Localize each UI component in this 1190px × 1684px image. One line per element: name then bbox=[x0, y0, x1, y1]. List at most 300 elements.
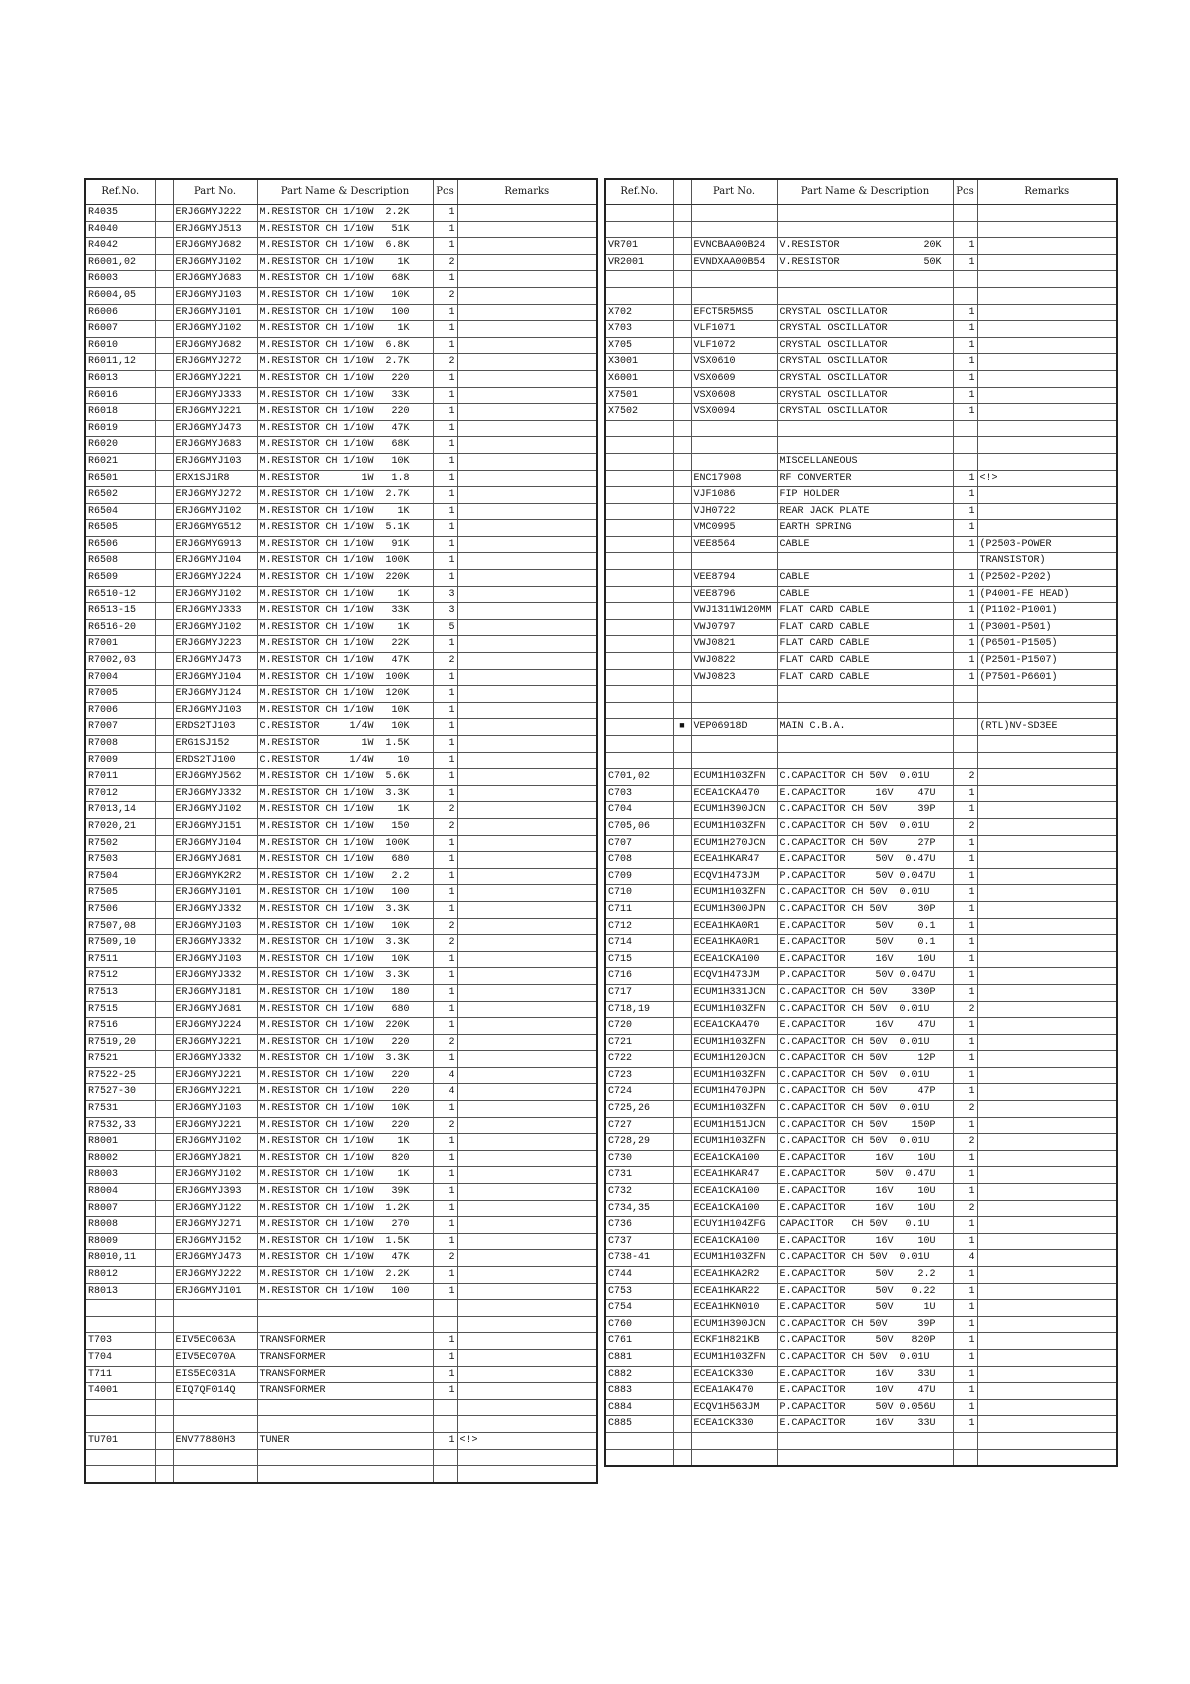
description-cell: CRYSTAL OSCILLATOR bbox=[777, 370, 953, 387]
description-cell: E.CAPACITOR 16V 10U bbox=[777, 951, 953, 968]
description-cell: M.RESISTOR CH 1/10W 100K bbox=[257, 669, 433, 686]
description-cell: CRYSTAL OSCILLATOR bbox=[777, 321, 953, 338]
mark-cell bbox=[155, 835, 173, 852]
part-no-cell: ERJ6GMYJ332 bbox=[173, 901, 257, 918]
mark-cell bbox=[673, 553, 691, 570]
mark-cell bbox=[673, 1150, 691, 1167]
remarks-cell: (P7501-P6601) bbox=[977, 669, 1117, 686]
ref-no-cell bbox=[605, 520, 673, 537]
description-cell: CRYSTAL OSCILLATOR bbox=[777, 404, 953, 421]
remarks-cell bbox=[977, 1399, 1117, 1416]
description-cell: M.RESISTOR CH 1/10W 68K bbox=[257, 437, 433, 454]
ref-no-cell: R7011 bbox=[85, 769, 155, 786]
ref-no-cell: R6019 bbox=[85, 420, 155, 437]
part-no-cell: VLF1072 bbox=[691, 337, 777, 354]
remarks-cell bbox=[457, 238, 597, 255]
description-cell bbox=[777, 287, 953, 304]
description-cell: CRYSTAL OSCILLATOR bbox=[777, 354, 953, 371]
table-row bbox=[85, 802, 597, 819]
mark-cell bbox=[155, 702, 173, 719]
mark-cell bbox=[673, 503, 691, 520]
header-ref-no: Ref.No. bbox=[85, 179, 155, 205]
table-row bbox=[85, 653, 597, 670]
table-row bbox=[605, 818, 1117, 835]
description-cell: M.RESISTOR CH 1/10W 150 bbox=[257, 818, 433, 835]
part-no-cell: ECUM1H331JCN bbox=[691, 984, 777, 1001]
ref-no-cell bbox=[605, 470, 673, 487]
description-cell: E.CAPACITOR 16V 33U bbox=[777, 1366, 953, 1383]
remarks-cell: (P1102-P1001) bbox=[977, 603, 1117, 620]
pcs-cell: 1 bbox=[433, 1184, 457, 1201]
remarks-cell: (P4001-FE HEAD) bbox=[977, 586, 1117, 603]
mark-cell bbox=[155, 1184, 173, 1201]
remarks-cell bbox=[977, 221, 1117, 238]
mark-cell bbox=[155, 785, 173, 802]
table-row bbox=[85, 719, 597, 736]
pcs-cell: 1 bbox=[433, 752, 457, 769]
pcs-cell bbox=[953, 271, 977, 288]
pcs-cell: 1 bbox=[953, 951, 977, 968]
remarks-cell bbox=[977, 271, 1117, 288]
pcs-cell: 1 bbox=[953, 885, 977, 902]
ref-no-cell: C709 bbox=[605, 868, 673, 885]
description-cell: RF CONVERTER bbox=[777, 470, 953, 487]
description-cell: E.CAPACITOR 50V 2.2 bbox=[777, 1267, 953, 1284]
ref-no-cell: R6006 bbox=[85, 304, 155, 321]
mark-cell bbox=[155, 1383, 173, 1400]
description-cell bbox=[777, 420, 953, 437]
pcs-cell: 1 bbox=[433, 636, 457, 653]
part-no-cell: ERJ6GMYJ562 bbox=[173, 769, 257, 786]
ref-no-cell: R7504 bbox=[85, 868, 155, 885]
table-row bbox=[85, 1416, 597, 1433]
description-cell: TRANSFORMER bbox=[257, 1383, 433, 1400]
remarks-cell bbox=[977, 1250, 1117, 1267]
header-description: Part Name & Description bbox=[777, 179, 953, 205]
pcs-cell: 1 bbox=[433, 387, 457, 404]
table-row bbox=[605, 1134, 1117, 1151]
table-row bbox=[605, 1333, 1117, 1350]
part-no-cell: ECQV1H473JM bbox=[691, 868, 777, 885]
description-cell bbox=[257, 1399, 433, 1416]
ref-no-cell: R7020,21 bbox=[85, 818, 155, 835]
ref-no-cell: C703 bbox=[605, 785, 673, 802]
part-no-cell: VSX0608 bbox=[691, 387, 777, 404]
mark-cell bbox=[155, 1134, 173, 1151]
mark-cell bbox=[155, 287, 173, 304]
remarks-cell bbox=[977, 885, 1117, 902]
mark-cell bbox=[155, 503, 173, 520]
pcs-cell: 1 bbox=[953, 1283, 977, 1300]
part-no-cell: VEE8794 bbox=[691, 570, 777, 587]
description-cell bbox=[777, 1449, 953, 1466]
table-row bbox=[85, 984, 597, 1001]
part-no-cell: ERJ6GMYJ181 bbox=[173, 984, 257, 1001]
table-row bbox=[605, 636, 1117, 653]
description-cell: M.RESISTOR CH 1/10W 220K bbox=[257, 1018, 433, 1035]
pcs-cell: 1 bbox=[433, 1267, 457, 1284]
pcs-cell: 1 bbox=[953, 1150, 977, 1167]
ref-no-cell: R7002,03 bbox=[85, 653, 155, 670]
description-cell: CABLE bbox=[777, 536, 953, 553]
remarks-cell bbox=[457, 254, 597, 271]
pcs-cell: 1 bbox=[953, 1167, 977, 1184]
pcs-cell: 1 bbox=[953, 669, 977, 686]
remarks-cell bbox=[457, 968, 597, 985]
remarks-cell bbox=[457, 453, 597, 470]
header-pcs: Pcs bbox=[953, 179, 977, 205]
remarks-cell bbox=[977, 752, 1117, 769]
description-cell: M.RESISTOR CH 1/10W 2.2K bbox=[257, 1267, 433, 1284]
remarks-cell bbox=[977, 370, 1117, 387]
description-cell: C.RESISTOR 1/4W 10 bbox=[257, 752, 433, 769]
mark-cell bbox=[673, 1316, 691, 1333]
description-cell: E.CAPACITOR 50V 0.1 bbox=[777, 918, 953, 935]
table-row bbox=[605, 1034, 1117, 1051]
ref-no-cell: R7507,08 bbox=[85, 918, 155, 935]
part-no-cell: ERJ6GMYJ473 bbox=[173, 1250, 257, 1267]
pcs-cell: 4 bbox=[953, 1250, 977, 1267]
pcs-cell: 1 bbox=[433, 238, 457, 255]
part-no-cell: ERJ6GMYJ332 bbox=[173, 935, 257, 952]
pcs-cell: 3 bbox=[433, 586, 457, 603]
remarks-cell bbox=[457, 1316, 597, 1333]
pcs-cell: 1 bbox=[953, 321, 977, 338]
ref-no-cell: C707 bbox=[605, 835, 673, 852]
part-no-cell: ERJ6GMYJ101 bbox=[173, 304, 257, 321]
part-no-cell: ECEA1CK330 bbox=[691, 1366, 777, 1383]
mark-cell bbox=[155, 1466, 173, 1483]
description-cell: CRYSTAL OSCILLATOR bbox=[777, 387, 953, 404]
remarks-cell bbox=[457, 1051, 597, 1068]
part-no-cell: ECUM1H300JPN bbox=[691, 901, 777, 918]
pcs-cell: 1 bbox=[953, 1383, 977, 1400]
table-row bbox=[605, 935, 1117, 952]
remarks-cell bbox=[457, 321, 597, 338]
table-row bbox=[85, 669, 597, 686]
table-row bbox=[605, 1432, 1117, 1449]
table-row bbox=[85, 1051, 597, 1068]
pcs-cell: 1 bbox=[433, 1001, 457, 1018]
remarks-cell: (P2502-P202) bbox=[977, 570, 1117, 587]
ref-no-cell: R6020 bbox=[85, 437, 155, 454]
parts-table-right-body bbox=[605, 205, 1117, 1467]
ref-no-cell: R6018 bbox=[85, 404, 155, 421]
part-no-cell: ERJ6GMYJ221 bbox=[173, 1084, 257, 1101]
part-no-cell: ECEA1CKA100 bbox=[691, 1233, 777, 1250]
description-cell: M.RESISTOR 1W 1.8 bbox=[257, 470, 433, 487]
part-no-cell: ERJ6GMYJ102 bbox=[173, 254, 257, 271]
remarks-cell bbox=[977, 1184, 1117, 1201]
description-cell: CABLE bbox=[777, 570, 953, 587]
ref-no-cell bbox=[605, 686, 673, 703]
table-row bbox=[85, 619, 597, 636]
ref-no-cell: X7502 bbox=[605, 404, 673, 421]
pcs-cell bbox=[433, 1316, 457, 1333]
description-cell: M.RESISTOR CH 1/10W 2.2 bbox=[257, 868, 433, 885]
table-row bbox=[605, 437, 1117, 454]
part-no-cell: ERJ6GMYJ332 bbox=[173, 968, 257, 985]
pcs-cell: 1 bbox=[953, 1267, 977, 1284]
table-row bbox=[85, 1034, 597, 1051]
ref-no-cell bbox=[605, 536, 673, 553]
part-no-cell: ECEA1HKAR22 bbox=[691, 1283, 777, 1300]
ref-no-cell: C715 bbox=[605, 951, 673, 968]
header-pcs: Pcs bbox=[433, 179, 457, 205]
mark-cell bbox=[155, 1300, 173, 1317]
ref-no-cell: R8010,11 bbox=[85, 1250, 155, 1267]
part-no-cell: ERJ6GMYJ332 bbox=[173, 785, 257, 802]
pcs-cell: 3 bbox=[433, 603, 457, 620]
table-row bbox=[85, 1150, 597, 1167]
pcs-cell: 1 bbox=[433, 835, 457, 852]
description-cell: M.RESISTOR CH 1/10W 10K bbox=[257, 287, 433, 304]
ref-no-cell: C882 bbox=[605, 1366, 673, 1383]
remarks-cell bbox=[977, 520, 1117, 537]
mark-cell bbox=[673, 951, 691, 968]
part-no-cell: ERDS2TJ103 bbox=[173, 719, 257, 736]
table-row bbox=[85, 835, 597, 852]
mark-cell bbox=[673, 1184, 691, 1201]
table-row bbox=[85, 1383, 597, 1400]
table-row bbox=[605, 1267, 1117, 1284]
part-no-cell: ECQV1H473JM bbox=[691, 968, 777, 985]
remarks-cell bbox=[457, 951, 597, 968]
ref-no-cell: C744 bbox=[605, 1267, 673, 1284]
remarks-cell bbox=[977, 1051, 1117, 1068]
mark-cell bbox=[155, 420, 173, 437]
description-cell: M.RESISTOR CH 1/10W 47K bbox=[257, 1250, 433, 1267]
mark-cell bbox=[155, 304, 173, 321]
remarks-cell bbox=[977, 238, 1117, 255]
table-row bbox=[605, 321, 1117, 338]
description-cell: FLAT CARD CABLE bbox=[777, 603, 953, 620]
table-row bbox=[85, 1084, 597, 1101]
remarks-cell bbox=[457, 1383, 597, 1400]
mark-cell bbox=[673, 453, 691, 470]
part-no-cell: VSX0610 bbox=[691, 354, 777, 371]
description-cell: P.CAPACITOR 50V 0.047U bbox=[777, 968, 953, 985]
description-cell: M.RESISTOR CH 1/10W 2.7K bbox=[257, 487, 433, 504]
mark-cell bbox=[673, 1349, 691, 1366]
remarks-cell bbox=[457, 603, 597, 620]
part-no-cell: ECUM1H120JCN bbox=[691, 1051, 777, 1068]
mark-cell bbox=[673, 1233, 691, 1250]
remarks-cell bbox=[977, 354, 1117, 371]
pcs-cell: 2 bbox=[433, 1117, 457, 1134]
pcs-cell: 1 bbox=[953, 1333, 977, 1350]
mark-cell bbox=[155, 321, 173, 338]
table-row bbox=[605, 570, 1117, 587]
description-cell: MISCELLANEOUS bbox=[777, 453, 953, 470]
header-mark bbox=[155, 179, 173, 205]
pcs-cell: 1 bbox=[433, 370, 457, 387]
part-no-cell: ERJ6GMYJ102 bbox=[173, 1134, 257, 1151]
table-row bbox=[85, 553, 597, 570]
table-row bbox=[85, 287, 597, 304]
mark-cell bbox=[673, 603, 691, 620]
remarks-cell bbox=[977, 984, 1117, 1001]
mark-cell bbox=[155, 1283, 173, 1300]
mark-cell bbox=[673, 1200, 691, 1217]
description-cell: M.RESISTOR CH 1/10W 33K bbox=[257, 603, 433, 620]
table-row bbox=[85, 1300, 597, 1317]
ref-no-cell: R7009 bbox=[85, 752, 155, 769]
part-no-cell: ERX1SJ1R8 bbox=[173, 470, 257, 487]
description-cell: C.CAPACITOR CH 50V 0.01U bbox=[777, 1250, 953, 1267]
description-cell bbox=[777, 553, 953, 570]
part-no-cell: ECEA1HKA2R2 bbox=[691, 1267, 777, 1284]
remarks-cell bbox=[977, 736, 1117, 753]
pcs-cell: 1 bbox=[953, 1184, 977, 1201]
ref-no-cell bbox=[85, 1300, 155, 1317]
ref-no-cell: R7522-25 bbox=[85, 1067, 155, 1084]
remarks-cell bbox=[977, 1267, 1117, 1284]
table-row bbox=[85, 686, 597, 703]
remarks-cell bbox=[977, 918, 1117, 935]
ref-no-cell bbox=[605, 736, 673, 753]
description-cell: M.RESISTOR CH 1/10W 3.3K bbox=[257, 968, 433, 985]
pcs-cell: 1 bbox=[953, 354, 977, 371]
table-row bbox=[85, 1316, 597, 1333]
ref-no-cell: C883 bbox=[605, 1383, 673, 1400]
pcs-cell: 2 bbox=[953, 1001, 977, 1018]
part-no-cell: ERJ6GMYJ683 bbox=[173, 437, 257, 454]
remarks-cell: (P2501-P1507) bbox=[977, 653, 1117, 670]
pcs-cell: 1 bbox=[433, 785, 457, 802]
pcs-cell: 1 bbox=[433, 321, 457, 338]
part-no-cell: ERJ6GMYG512 bbox=[173, 520, 257, 537]
table-row bbox=[85, 1067, 597, 1084]
mark-cell bbox=[673, 1300, 691, 1317]
part-no-cell: ECUM1H103ZFN bbox=[691, 769, 777, 786]
mark-cell bbox=[673, 1084, 691, 1101]
remarks-cell bbox=[977, 1333, 1117, 1350]
pcs-cell bbox=[953, 221, 977, 238]
mark-cell bbox=[155, 769, 173, 786]
pcs-cell: 1 bbox=[433, 404, 457, 421]
table-row bbox=[85, 951, 597, 968]
remarks-cell bbox=[457, 769, 597, 786]
table-row bbox=[605, 453, 1117, 470]
description-cell: M.RESISTOR CH 1/10W 33K bbox=[257, 387, 433, 404]
mark-cell bbox=[155, 1399, 173, 1416]
part-no-cell: ERJ6GMYJ221 bbox=[173, 404, 257, 421]
table-row bbox=[605, 1200, 1117, 1217]
mark-cell bbox=[673, 520, 691, 537]
description-cell: M.RESISTOR CH 1/10W 47K bbox=[257, 420, 433, 437]
remarks-cell bbox=[457, 337, 597, 354]
ref-no-cell: R6021 bbox=[85, 453, 155, 470]
pcs-cell: 1 bbox=[953, 1399, 977, 1416]
pcs-cell: 1 bbox=[953, 1300, 977, 1317]
part-no-cell: VWJ1311W120MM bbox=[691, 603, 777, 620]
part-no-cell: VLF1071 bbox=[691, 321, 777, 338]
remarks-cell bbox=[457, 1250, 597, 1267]
remarks-cell bbox=[977, 1084, 1117, 1101]
remarks-cell bbox=[457, 918, 597, 935]
ref-no-cell: R8003 bbox=[85, 1167, 155, 1184]
description-cell: C.CAPACITOR CH 50V 0.01U bbox=[777, 885, 953, 902]
table-row bbox=[85, 1217, 597, 1234]
ref-no-cell: R6509 bbox=[85, 570, 155, 587]
mark-cell bbox=[155, 669, 173, 686]
part-no-cell: ECUM1H103ZFN bbox=[691, 1001, 777, 1018]
ref-no-cell: R7516 bbox=[85, 1018, 155, 1035]
description-cell bbox=[257, 1300, 433, 1317]
mark-cell bbox=[673, 1001, 691, 1018]
mark-cell bbox=[673, 254, 691, 271]
part-no-cell: VSX0609 bbox=[691, 370, 777, 387]
pcs-cell: 4 bbox=[433, 1067, 457, 1084]
part-no-cell: ERJ6GMYJ221 bbox=[173, 1067, 257, 1084]
mark-cell bbox=[673, 1250, 691, 1267]
table-row bbox=[605, 901, 1117, 918]
part-no-cell: ECUM1H151JCN bbox=[691, 1117, 777, 1134]
remarks-cell bbox=[457, 1449, 597, 1466]
mark-cell bbox=[673, 918, 691, 935]
remarks-cell: (P3001-P501) bbox=[977, 619, 1117, 636]
ref-no-cell bbox=[605, 702, 673, 719]
mark-cell bbox=[155, 636, 173, 653]
pcs-cell: 1 bbox=[433, 885, 457, 902]
mark-cell bbox=[155, 752, 173, 769]
table-row bbox=[85, 868, 597, 885]
table-row bbox=[85, 586, 597, 603]
ref-no-cell: T4001 bbox=[85, 1383, 155, 1400]
table-row bbox=[605, 271, 1117, 288]
description-cell: REAR JACK PLATE bbox=[777, 503, 953, 520]
mark-cell bbox=[155, 653, 173, 670]
part-no-cell: ERJ6GMYJ682 bbox=[173, 238, 257, 255]
mark-cell bbox=[155, 1067, 173, 1084]
remarks-cell bbox=[457, 354, 597, 371]
pcs-cell: 1 bbox=[953, 1233, 977, 1250]
part-no-cell: ERJ6GMYJ151 bbox=[173, 818, 257, 835]
part-no-cell: ERJ6GMYJ272 bbox=[173, 487, 257, 504]
mark-cell bbox=[155, 1084, 173, 1101]
mark-cell bbox=[155, 1316, 173, 1333]
remarks-cell bbox=[977, 453, 1117, 470]
pcs-cell: 1 bbox=[433, 1366, 457, 1383]
table-row bbox=[605, 1233, 1117, 1250]
remarks-cell bbox=[977, 951, 1117, 968]
table-row bbox=[85, 1018, 597, 1035]
remarks-cell bbox=[457, 1167, 597, 1184]
ref-no-cell: C725,26 bbox=[605, 1101, 673, 1118]
ref-no-cell: R6007 bbox=[85, 321, 155, 338]
part-no-cell: ECKF1H821KB bbox=[691, 1333, 777, 1350]
part-no-cell: ERJ6GMYJ103 bbox=[173, 1101, 257, 1118]
ref-no-cell: R7012 bbox=[85, 785, 155, 802]
mark-cell bbox=[673, 337, 691, 354]
mark-cell bbox=[155, 1200, 173, 1217]
pcs-cell: 1 bbox=[953, 1051, 977, 1068]
ref-no-cell: TU701 bbox=[85, 1432, 155, 1449]
remarks-cell bbox=[457, 719, 597, 736]
description-cell: C.CAPACITOR CH 50V 39P bbox=[777, 802, 953, 819]
pcs-cell: 1 bbox=[953, 570, 977, 587]
description-cell: E.CAPACITOR 16V 10U bbox=[777, 1150, 953, 1167]
table-row bbox=[85, 918, 597, 935]
ref-no-cell: R6504 bbox=[85, 503, 155, 520]
mark-cell bbox=[673, 835, 691, 852]
part-no-cell: ERJ6GMYJ473 bbox=[173, 653, 257, 670]
part-no-cell: ECEA1CKA100 bbox=[691, 1150, 777, 1167]
part-no-cell: ERJ6GMYJ513 bbox=[173, 221, 257, 238]
table-row bbox=[85, 1466, 597, 1483]
remarks-cell bbox=[977, 254, 1117, 271]
